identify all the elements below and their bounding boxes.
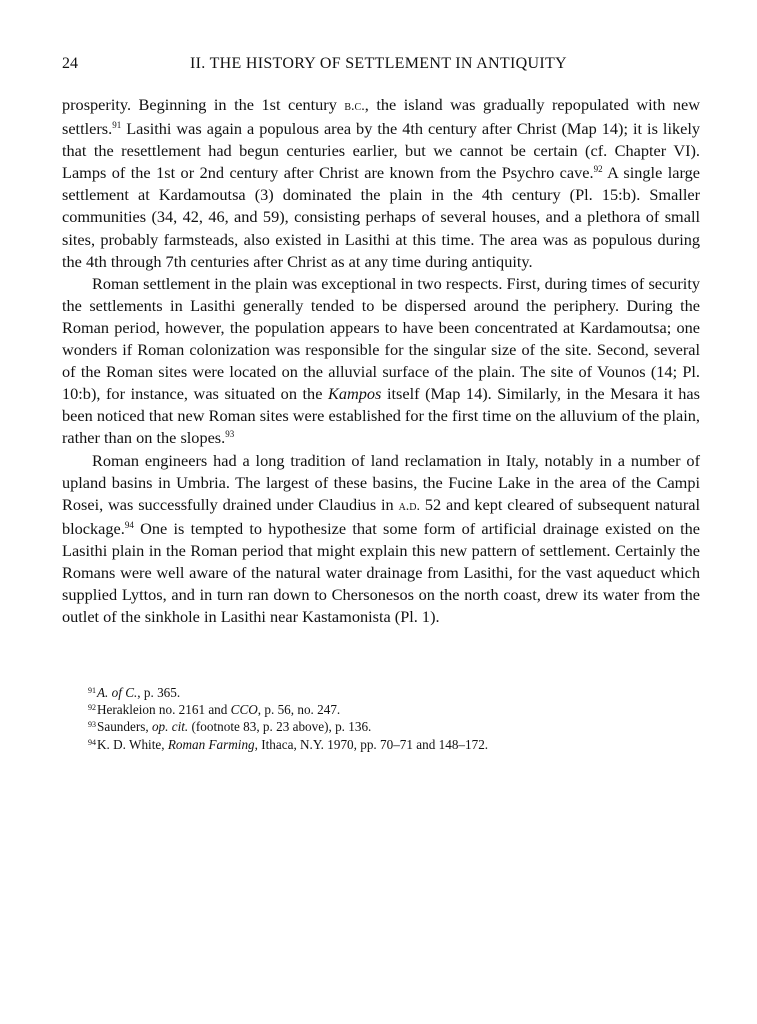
footnote-marker: 94 — [124, 519, 134, 530]
small-caps-text: b.c. — [344, 99, 365, 114]
small-caps-text: a.d. — [398, 498, 421, 514]
page-number: 24 — [62, 55, 78, 72]
body-text — [62, 94, 700, 628]
text-run: , the island was gradually repopulated with new settlers. — [62, 95, 700, 139]
text-run: Roman engineers had a long tradition of land reclamation in Italy, notably in a number of upland basins in Umbria. The largest of these basins, the Fucine Lake in the area of the Campi Rosei, was successfully drained under Claudius in — [62, 450, 700, 514]
text-run: itself (Map 14). Similarly, in the Mesara it has been noticed that new Roman sites were established for the first time on the alluvium of the plain, rather than on the slopes. — [62, 384, 700, 448]
text-run: 52 and kept cleared of subsequent natural blockage. — [62, 494, 700, 538]
text-run: Saunders, — [97, 719, 152, 735]
text-run: , p. 56, no. 247. — [257, 702, 341, 718]
text-run: Lasithi was again a populous area by the 4th century after Christ (Map 14); it is likely that the resettlement had begun centuries earlier, but we cannot be certain (cf. Chapter VI). Lamps of the 1st or 2nd century after Christ are known from the Psychro cave. — [62, 119, 700, 183]
text-run: One is tempted to hypothesize that some form of artificial drainage existed on the Lasithi plain in the Roman period that might explain this new pattern of settlement. Certainly the Romans were well aware of the natural water drainage from Lasithi, for the vast aqueduct which supplied Lyttos, and in turn ran down to Chersonesos on the north coast, drew its water from the outlet of the sinkhole in Lasithi near Kastamonista (Pl. 1). — [62, 518, 700, 627]
italic-text: CCO — [230, 702, 258, 718]
footnote-marker: 91 — [88, 686, 96, 695]
italic-text: Kampos — [328, 384, 382, 404]
running-header — [62, 55, 700, 77]
footnote-marker: 92 — [593, 164, 603, 175]
footnote-marker: 93 — [88, 720, 96, 730]
text-run: , p. 365. — [137, 685, 181, 700]
text-run: , Ithaca, N.Y. 1970, pp. 70–71 and 148–172. — [254, 736, 489, 752]
text-run: A single large settlement at Kardamoutsa (3) dominated the plain in the 4th century (Pl. 15:b). Smaller communities (34, 42, 46, and 59), consisting perhaps of several houses, and a plethora of small sites, probably farmsteads, also existed in Lasithi at this time. The area was as populous during the 4th through 7th centuries after Christ as at any time during antiquity. — [62, 163, 701, 271]
footnote-marker: 91 — [112, 120, 122, 131]
footnote — [88, 736, 688, 753]
text-run: prosperity. Beginning in the 1st century — [62, 95, 345, 114]
text-run: (footnote 83, p. 23 above), p. 136. — [188, 719, 372, 735]
footnote — [88, 701, 688, 718]
text-run: Herakleion no. 2161 and — [97, 702, 231, 718]
italic-text: Roman Farming — [167, 736, 255, 752]
footnote-marker: 92 — [88, 703, 96, 713]
text-run: K. D. White, — [97, 736, 168, 752]
footnote-marker: 93 — [225, 429, 235, 440]
italic-text: A. of C. — [97, 685, 138, 700]
footnote — [88, 718, 688, 735]
footnote — [88, 684, 688, 701]
footnotes — [88, 684, 688, 753]
paragraph — [62, 273, 700, 450]
paragraph — [62, 450, 700, 629]
paragraph — [62, 94, 700, 273]
text-run: Roman settlement in the plain was exceptional in two respects. First, during times of security the settlements in Lasithi generally tended to be dispersed around the periphery. During the Roman period, however, the population appears to have been concentrated at Kardamoutsa; one wonders if Roman colonization was responsible for the singular size of the site. Second, several of the Roman sites were located on the alluvial surface of the plain. The site of Vounos (14; Pl. 10:b), for instance, was situated on the — [62, 273, 700, 404]
running-title: II. THE HISTORY OF SETTLEMENT IN ANTIQUITY — [190, 55, 567, 72]
italic-text: op. cit. — [151, 719, 189, 735]
footnote-marker: 94 — [88, 737, 96, 747]
